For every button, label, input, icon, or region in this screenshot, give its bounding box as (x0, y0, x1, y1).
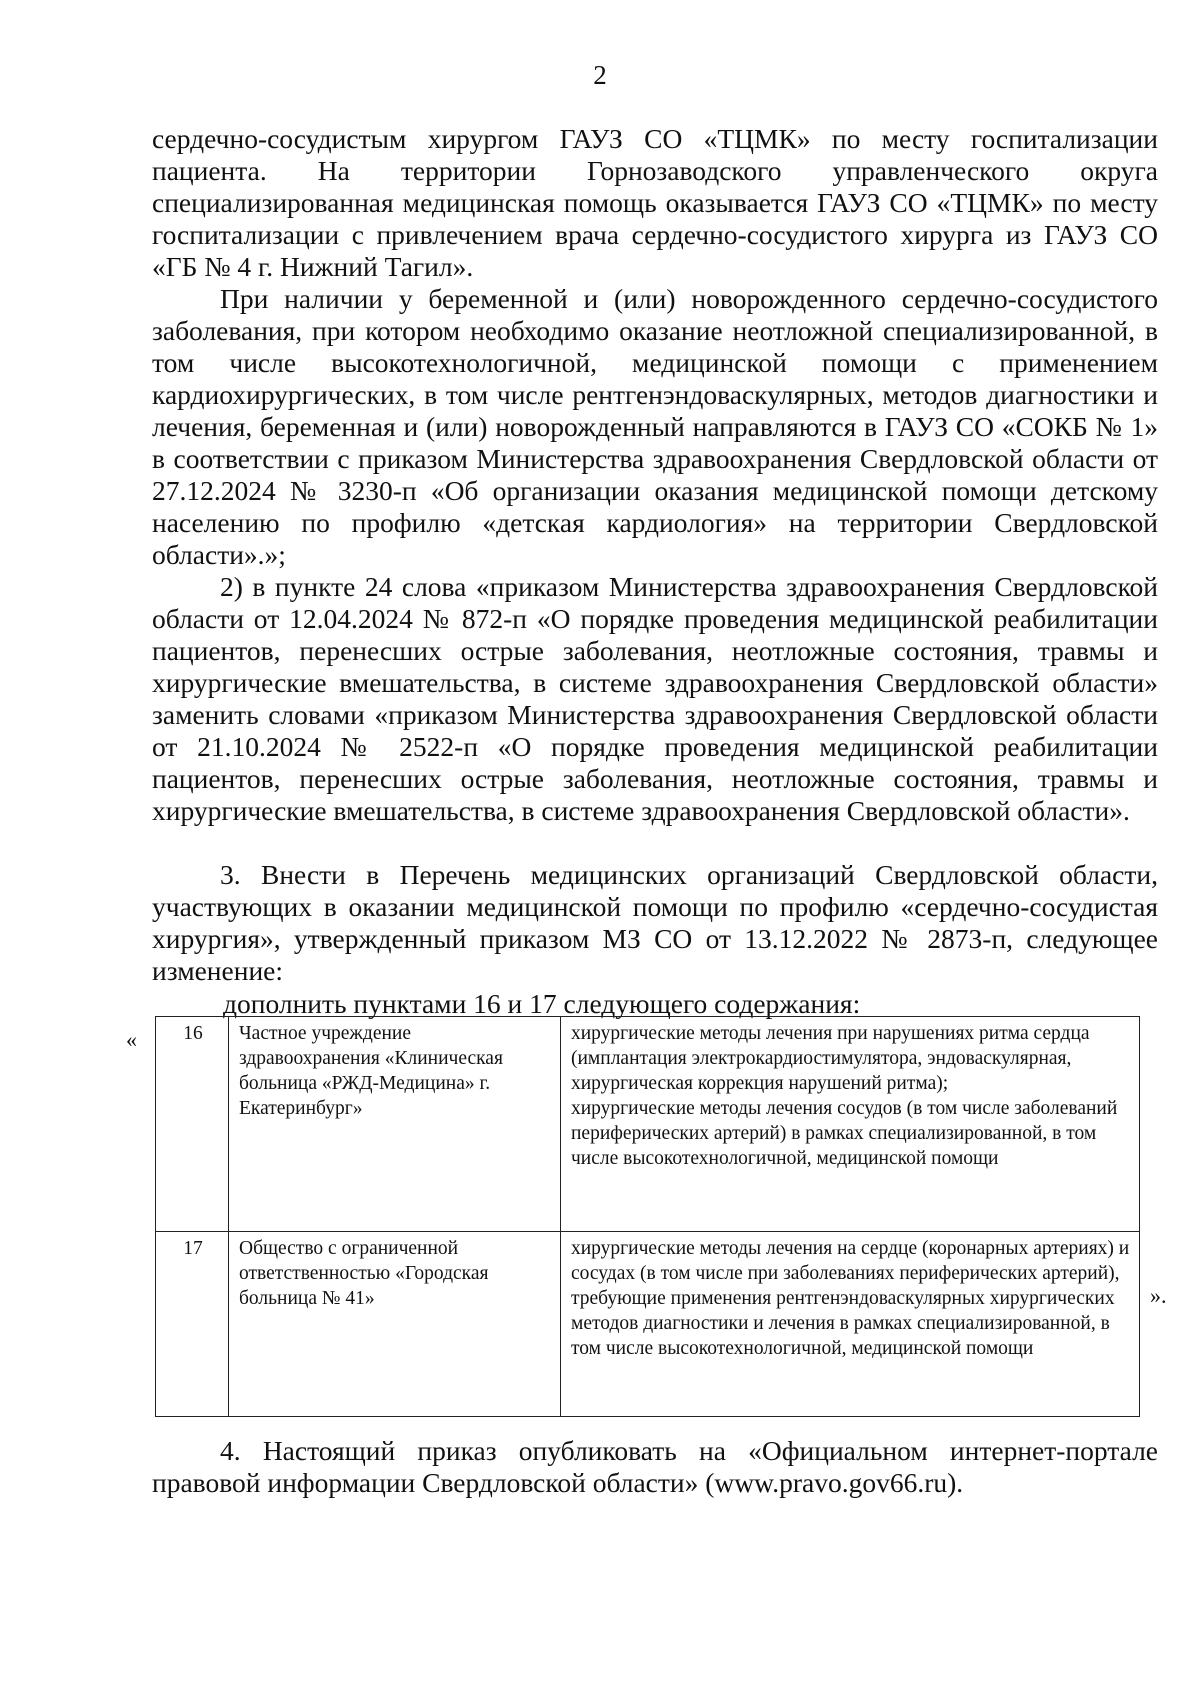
table-row (156, 1232, 1140, 1417)
paragraph-add-items: дополнить пунктами 16 и 17 следующего содержания: (223, 988, 861, 1019)
care-description (561, 1017, 1140, 1232)
paragraph-item-4: 4. Настоящий приказ опубликовать на «Официальном интернет-портале правовой информации Свердловской области» (www.pravo.gov66.ru). (152, 1435, 1158, 1498)
paragraph-item-3: 3. Внести в Перечень медицинских организаций Свердловской области, участвующих в оказании медицинской помощи по профилю «сердечно-сосудистая хирургия», утвержденный приказом МЗ СО от 13.12.2022 № 2873-п, следующее изменение: (152, 859, 1158, 986)
paragraph-continuation: сердечно-сосудистым хирургом ГАУЗ СО «ТЦМК» по месту госпитализации пациента. На территории Горнозаводского управленческого округа специализированная медицинская помощь оказывается ГАУЗ СО «ТЦМК» по месту госпитализации с привлечением врача сердечно-сосудистого хирурга из ГАУЗ СО «ГБ № 4 г. Нижний Тагил». (152, 123, 1158, 282)
organization-name: Общество с ограниченной ответственностью «Городская больница № 41» (229, 1232, 561, 1417)
table-close-quote: ». (1150, 1283, 1167, 1308)
organization-name: Частное учреждение здравоохранения «Клиническая больница «РЖД-Медицина» г. Екатеринбург» (229, 1017, 561, 1232)
care-description-part: хирургические методы лечения сосудов (в том числе заболеваний периферических артерий) в рамках специализированной, в том числе высокотехнологичной, медицинской помощи (571, 1098, 1118, 1169)
row-number: 16 (156, 1017, 229, 1232)
paragraph-item-2: 2) в пункте 24 слова «приказом Министерства здравоохранения Свердловской области от 12.04.2024 № 872-п «О порядке проведения медицинской реабилитации пациентов, перенесших острые заболевания, неотложные состояния, травмы и хирургические вмешательства, в системе здравоохранения Свердловской области» заменить словами «приказом Министерства здравоохранения Свердловской области от 21.10.2024 № 2522-п «О порядке проведения медицинской реабилитации пациентов, перенесших острые заболевания, неотложные состояния, травмы и хирургические вмешательства, в системе здравоохранения Свердловской области». (152, 571, 1158, 826)
care-description-part: хирургические методы лечения при нарушениях ритма сердца (имплантация электрокардиостимулятора, эндоваскулярная, хирургическая коррекция нарушений ритма); (571, 1023, 1090, 1094)
table-row (156, 1017, 1140, 1232)
page-number: 2 (593, 60, 607, 90)
care-description-part: хирургические методы лечения на сердце (коронарных артериях) и сосудах (в том числе при заболеваниях периферических артерий), требующие применения рентгенэндоваскулярных хирургических методов диагностики и лечения в рамках специализированной, в том числе высокотехнологичной, медицинской помощи (571, 1238, 1130, 1359)
table-open-quote: « (126, 1027, 137, 1052)
row-number: 17 (156, 1232, 229, 1417)
paragraph-pregnancy-routing: При наличии у беременной и (или) новорожденного сердечно-сосудистого заболевания, при котором необходимо оказание неотложной специализированной, в том числе высокотехнологичной, медицинской помощи с применением кардиохирургических, в том числе рентгенэндоваскулярных, методов диагностики и лечения, беременная и (или) новорожденный направляются в ГАУЗ СО «СОКБ № 1» в соответствии с приказом Министерства здравоохранения Свердловской области от 27.12.2024 № 3230-п «Об организации оказания медицинской помощи детскому населению по профилю «детская кардиология» на территории Свердловской области».»; (152, 283, 1158, 570)
organizations-table (155, 1016, 1140, 1417)
care-description (561, 1232, 1140, 1417)
